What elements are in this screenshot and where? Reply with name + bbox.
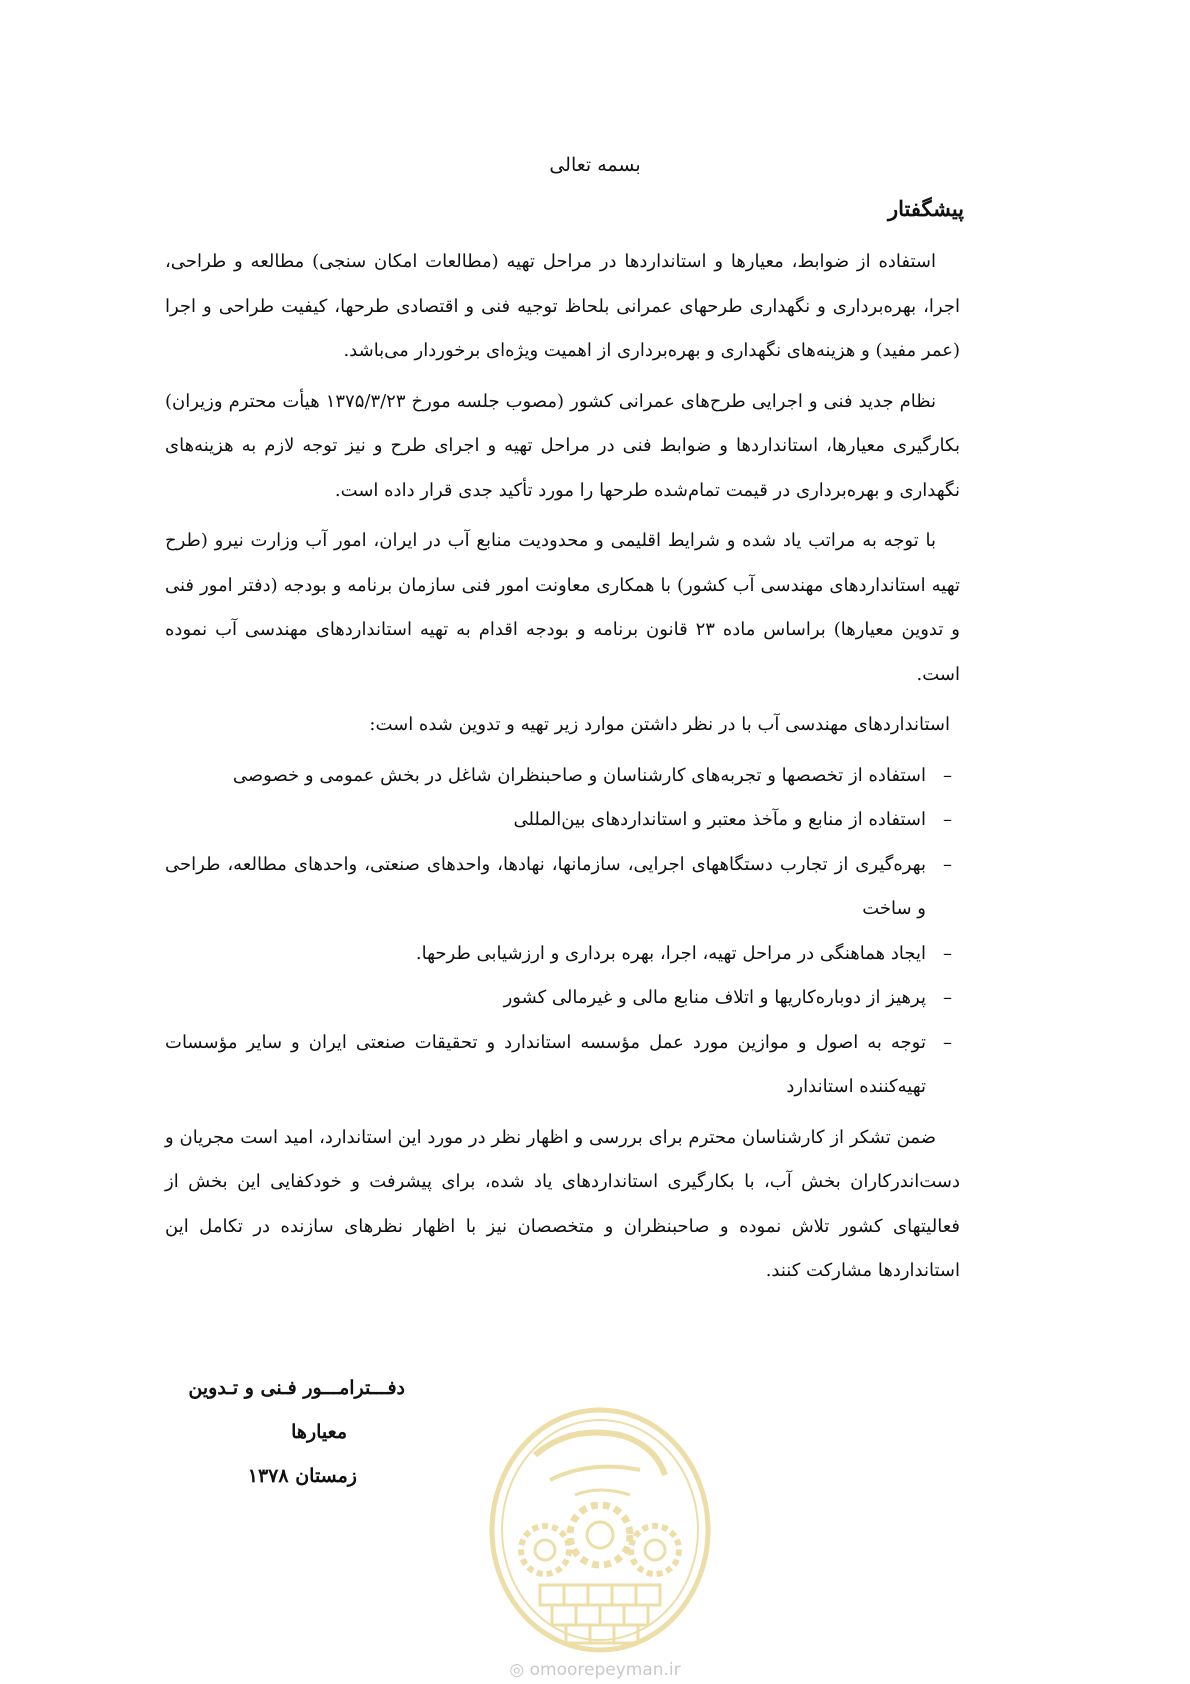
watermark-logo-icon	[480, 1400, 720, 1675]
bullet-dash: –	[943, 942, 952, 964]
signature-date: زمستان ۱۳۷۸	[247, 1465, 357, 1487]
list-item-text: توجه به اصول و موازین مورد عمل مؤسسه استاندارد و تحقیقات صنعتی ایران و سایر مؤسسات تهیه‌کننده استاندارد	[165, 1031, 926, 1097]
paragraph-2: نظام جدید فنی و اجرایی طرح‌های عمرانی کشور (مصوب جلسه مورخ ۱۳۷۵/۳/۲۳ هیأت محترم وزیران) بکارگیری معیارها، استانداردها و ضوابط فنی در مراحل تهیه و اجرای طرح و نیز توجه لازم به هزینه‌های نگهداری و بهره‌برداری در قیمت تمام‌شده طرحها را مورد تأکید جدی قرار داده است.	[165, 390, 960, 501]
list-item-text: ایجاد هماهنگی در مراحل تهیه، اجرا، بهره برداری و ارزشیابی طرحها.	[415, 942, 926, 964]
globe-icon: ◎	[509, 1660, 525, 1680]
list-item	[165, 976, 960, 1021]
list-item	[165, 932, 960, 977]
paragraph-5: ضمن تشکر از کارشناسان محترم برای بررسی و اظهار نظر در مورد این استاندارد، امید است مجریان و دست‌اندرکاران بخش آب، با بکارگیری استانداردهای یاد شده، برای پیشرفت و خودکفایی این بخش از فعالیتهای کشور تلاش نموده و صاحبنظران و متخصصان نیز با اظهار نظرهای سازنده در تکامل این استانداردها مشارکت کنند.	[165, 1126, 960, 1281]
watermark-url-text: omoorepeyman.ir	[529, 1660, 681, 1680]
list-item-text: استفاده از منابع و مآخذ معتبر و استانداردهای بین‌المللی	[513, 809, 926, 830]
bullet-dash: –	[943, 987, 952, 1008]
watermark-url	[0, 1660, 1190, 1680]
paragraph-4: استانداردهای مهندسی آب با در نظر داشتن موارد زیر تهیه و تدوین شده است:	[369, 714, 950, 735]
page-heading: پیشگفتار	[887, 196, 964, 221]
list-item-text: پرهیز از دوباره‌کاریها و اتلاف منابع مالی و غیرمالی کشور	[503, 987, 926, 1008]
bullet-dash: –	[943, 853, 952, 875]
paragraph-1: استفاده از ضوابط، معیارها و استانداردها در مراحل تهیه (مطالعات امکان سنجی) مطالعه و طراحی، اجرا، بهره‌برداری و نگهداری طرحهای عمرانی بلحاظ توجیه فنی و اقتصادی طرحها، کیفیت طراحی و اجرا (عمر مفید) و هزینه‌های نگهداری و بهره‌برداری از اهمیت ویژه‌ای برخوردار می‌باشد.	[165, 251, 960, 361]
signature-unit: معیارها	[291, 1421, 347, 1443]
bullet-dash: –	[943, 764, 952, 786]
bullet-dash: –	[943, 1031, 952, 1053]
list-item-text: بهره‌گیری از تجارب دستگاههای اجرایی، سازمانها، نهادها، واحدهای صنعتی، واحدهای مطالعه، طراحی و ساخت	[165, 853, 926, 919]
list-item	[165, 843, 960, 932]
signature-office: دفـــترامـــور فـنی و تـدوین	[188, 1377, 405, 1399]
signature-block	[165, 1366, 405, 1498]
preface-body	[165, 240, 960, 1300]
considerations-list	[165, 754, 960, 1110]
bullet-dash: –	[943, 809, 952, 830]
list-item-text: استفاده از تخصصها و تجربه‌های کارشناسان و صاحبنظران شاغل در بخش عمومی و خصوصی	[232, 764, 926, 786]
basmala: بسمه تعالی	[549, 154, 641, 176]
paragraph-3: با توجه به مراتب یاد شده و شرایط اقلیمی و محدودیت منابع آب در ایران، امور آب وزارت نیرو (طرح تهیه استانداردهای مهندسی آب کشور) با همکاری معاونت امور فنی سازمان برنامه و بودجه (دفتر امور فنی و تدوین معیارها) براساس ماده ۲۳ قانون برنامه و بودجه اقدام به تهیه استانداردهای مهندسی آب نموده است.	[165, 530, 960, 685]
list-item	[165, 754, 960, 799]
list-item	[165, 1021, 960, 1110]
list-item	[165, 798, 960, 843]
